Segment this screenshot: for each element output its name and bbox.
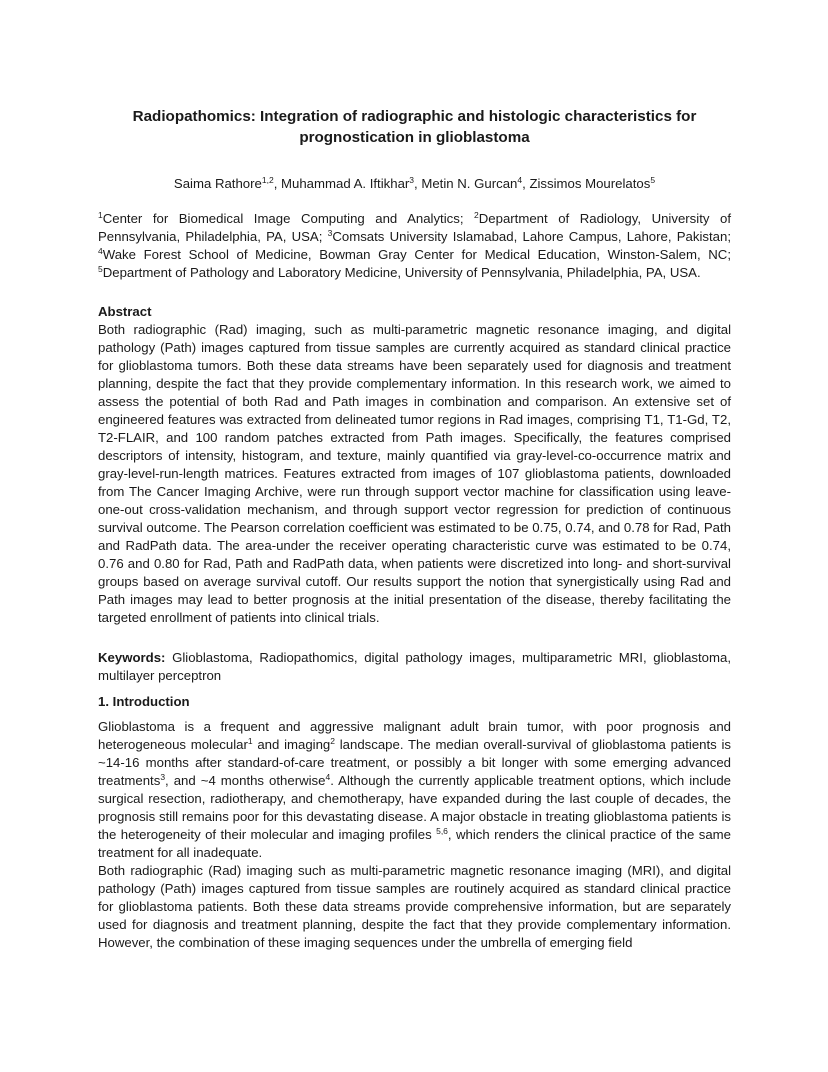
author-affiliation-mark: 1,2 (261, 175, 274, 185)
author-name: Saima Rathore (173, 176, 262, 191)
intro-paragraph-1 (98, 718, 731, 862)
affiliation-text: Center for Biomedical Image Computing and Analytics; (102, 211, 475, 226)
title-line-1: Radiopathomics: Integration of radiographic and histologic characteristics for (132, 108, 697, 125)
author-list: Saima Rathore$^{1,2}$, Muhammad A. Iftikhar$^3$, Metin N. Gurcan$^4$, Zissimos Mourelatos$^5$ (173, 175, 656, 191)
citation-mark: 3 (160, 772, 166, 782)
affiliation-mark: 2 (474, 210, 479, 220)
affiliation-text: Comsats University Islamabad, Lahore Campus, Lahore, Pakistan; (332, 229, 731, 244)
author-affiliation-mark: 3 (409, 175, 415, 185)
affiliation-text: Department of Radiology, University of Pennsylvania, Philadelphia, PA, USA; (98, 211, 731, 244)
intro-text: , which renders the clinical practice of the same treatment for all inadequate. (98, 827, 731, 860)
author-affiliation-mark: 5 (650, 175, 656, 185)
affiliation-mark: 5 (98, 264, 103, 274)
abstract-text: Both radiographic (Rad) imaging, such as multi-parametric magnetic resonance imaging, and digital pathology (Path) images captured from tissue samples are currently acquired as standard clinical practice for glioblastoma tumors. Both these data streams have been separately used for diagnosis and treatment planning, despite the fact that they provide complementary information. In this research work, we aimed to assess the potential of both Rad and Path images in combination and comparison. An extensive set of engineered features was extracted from delineated tumor regions in Rad images, comprising T1, T1-Gd, T2, T2-FLAIR, and 100 random patches extracted from Path images. Specifically, the features comprised descriptors of intensity, histogram, and texture, mainly quantified via gray-level-co-occurrence matrix and gray-level-run-length matrices. Features extracted from images of 107 glioblastoma patients, downloaded from The Cancer Imaging Archive, were run through support vector machine for classification using leave-one-out cross-validation mechanism, and through support vector regression for prediction of continuous survival outcome. The Pearson correlation coefficient was estimated to be 0.75, 0.74, and 0.78 for Rad, Path and RadPath data. The area-under the receiver operating characteristic curve was estimated to be 0.74, 0.76 and 0.80 for Rad, Path and RadPath data, when patients were discretized into long- and short-survival groups based on average survival cutoff. Our results support the notion that synergistically using Rad and Path images may lead to better prognosis at the initial presentation of the disease, thereby facilitating the targeted enrollment of patients into clinical trials. (98, 322, 731, 625)
paper-title (98, 106, 731, 148)
introduction-body (98, 718, 731, 952)
citation-mark: 2 (330, 736, 335, 746)
title-line-2: prognostication in glioblastoma (299, 129, 530, 146)
affiliation-text: Wake Forest School of Medicine, Bowman Gray Center for Medical Education, Winston-Salem, NC; (102, 247, 731, 262)
intro-text: . Although the currently applicable treatment options, which include surgical resection, radiotherapy, and chemotherapy, have expanded during the last couple of decades, the prognosis still remains poor for this devastating disease. A major obstacle in treating glioblastoma patients is the heterogeneity of their molecular and imaging profiles (98, 773, 731, 842)
section-heading-introduction: 1. Introduction (98, 694, 190, 709)
intro-paragraph-2: Both radiographic (Rad) imaging such as multi-parametric magnetic resonance imaging (MRI), and digital pathology (Path) images captured from tissue samples are routinely acquired as standard clinical practice for glioblastoma patients. Both these data streams provide comprehensive information, but are separately used for diagnosis and treatment planning, despite the fact that they provide complementary information. However, the combination of these imaging sequences under the umbrella of emerging field (98, 863, 731, 950)
author-name: Metin N. Gurcan (421, 176, 518, 191)
affiliation-mark: 4 (98, 246, 103, 256)
citation-mark: 1 (247, 736, 253, 746)
keywords-text: Glioblastoma, Radiopathomics, digital pathology images, multiparametric MRI, glioblastoma, multilayer perceptron (98, 650, 731, 683)
affiliation-mark: 3 (327, 228, 333, 238)
affiliation-mark: 1 (98, 210, 103, 220)
author-name: Zissimos Mourelatos (529, 176, 651, 191)
citation-mark: 5,6 (436, 826, 448, 836)
affiliation-text: Department of Pathology and Laboratory Medicine, University of Pennsylvania, Philadelphia, PA, USA. (102, 265, 701, 280)
author-name: Muhammad A. Iftikhar (281, 176, 410, 191)
intro-text: landscape. The median overall-survival of glioblastoma patients is ~14-16 months after standard-of-care treatment, or possibly a bit longer with some emerging advanced treatments (98, 737, 732, 788)
intro-text: , and ~4 months otherwise (165, 773, 326, 788)
author-affiliation-mark: 4 (517, 175, 523, 185)
intro-text: and imaging (252, 737, 331, 752)
keywords (98, 649, 731, 685)
abstract-heading: Abstract (98, 304, 152, 319)
intro-text: Glioblastoma is a frequent and aggressive malignant adult brain tumor, with poor prognosis and heterogeneous molecular (98, 719, 731, 752)
citation-mark: 4 (325, 772, 331, 782)
keywords-label: Keywords: (98, 650, 166, 665)
affiliations (98, 210, 731, 282)
